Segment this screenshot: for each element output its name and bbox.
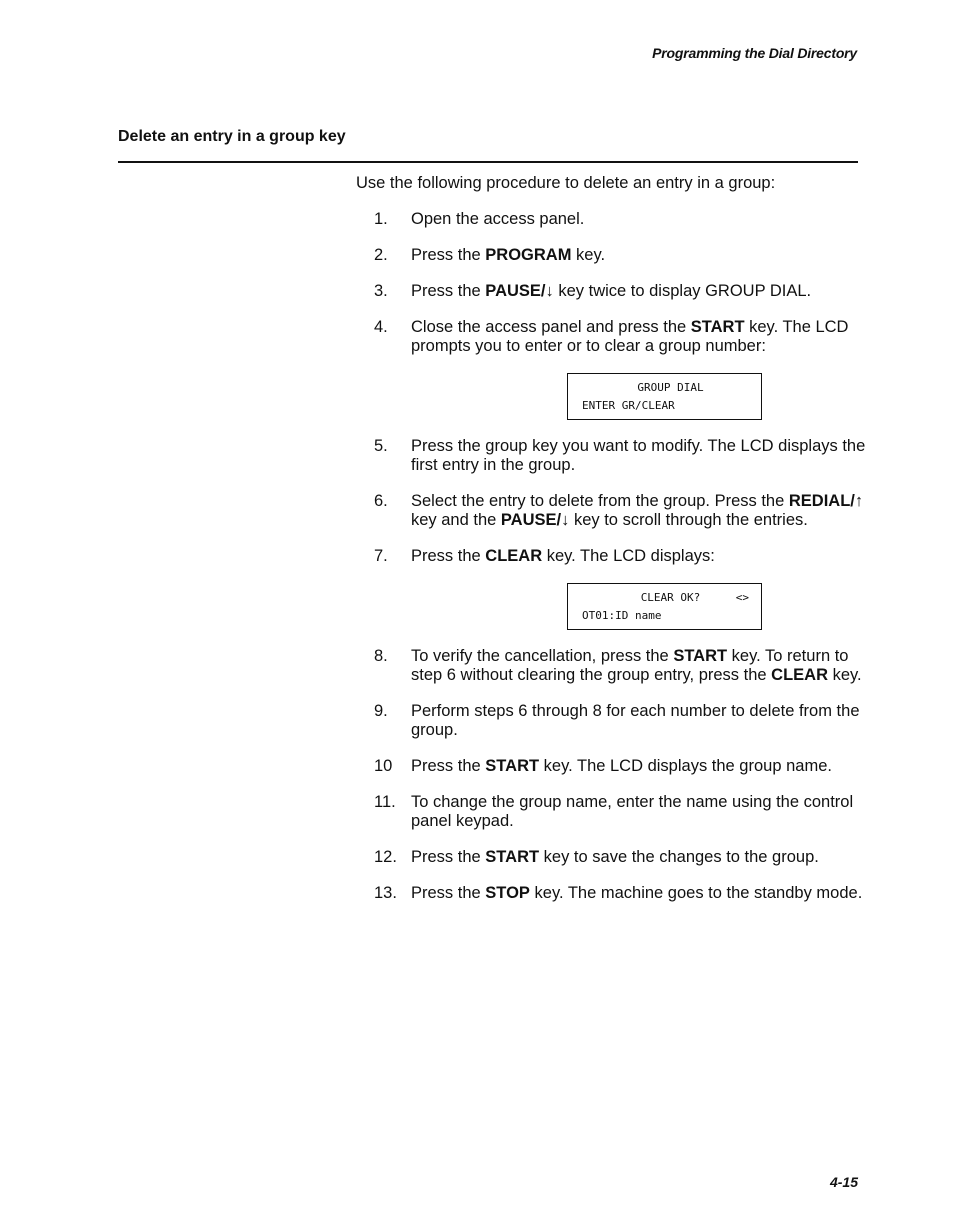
- key-name: CLEAR: [485, 547, 543, 565]
- step-number: 6.: [374, 492, 388, 510]
- step-text-segment: key.: [828, 666, 862, 684]
- step-text-segment: Press the: [411, 757, 486, 775]
- step-text: [411, 246, 605, 264]
- lcd-line-2: OT01:ID name: [582, 609, 662, 622]
- key-name: PROGRAM: [485, 246, 572, 264]
- step-4: [356, 318, 871, 420]
- running-header: Programming the Dial Directory: [652, 45, 857, 61]
- step-text: [411, 282, 811, 300]
- step-text: [411, 492, 863, 529]
- step-text-segment: key. The LCD displays:: [542, 547, 715, 565]
- page-number: 4-15: [829, 1174, 858, 1190]
- step-number: 12.: [374, 848, 397, 866]
- key-name: STOP: [485, 884, 530, 902]
- section-rule: [118, 161, 858, 163]
- step-number: 3.: [374, 282, 388, 300]
- step-number: 5.: [374, 437, 388, 455]
- lcd-line-1: GROUP DIAL: [637, 381, 704, 394]
- step-text-segment: key.: [571, 246, 606, 264]
- step-text-segment: key. The machine goes to the standby mode.: [529, 884, 863, 902]
- step-text-segment: Press the: [411, 547, 486, 565]
- step-text: [411, 884, 862, 902]
- key-name: REDIAL/↑: [788, 492, 864, 510]
- step-list: [356, 210, 871, 903]
- step-9: [356, 702, 871, 740]
- step-number: 1.: [374, 210, 388, 228]
- step-number: 8.: [374, 647, 388, 665]
- step-text-segment: Close the access panel and press the: [411, 318, 691, 336]
- key-name: CLEAR: [771, 666, 828, 684]
- lcd-display-group-dial: [567, 373, 762, 420]
- key-name: PAUSE/↓: [485, 282, 554, 300]
- step-text-segment: Select the entry to delete from the group. Press the: [411, 492, 789, 510]
- step-text-segment: Open the access panel.: [411, 210, 585, 228]
- step-text: [411, 437, 865, 474]
- step-text: [411, 848, 819, 866]
- step-number: 11.: [374, 793, 396, 811]
- step-text-segment: key. To return to step 6 without clearing the group entry, press the: [411, 647, 849, 684]
- step-text-segment: key. The LCD displays the group name.: [539, 757, 832, 775]
- step-7: [356, 547, 871, 630]
- step-text-segment: Press the: [411, 884, 486, 902]
- step-text-segment: key and the: [411, 511, 501, 529]
- intro-text: Use the following procedure to delete an entry in a group:: [356, 174, 776, 192]
- step-3: [356, 282, 871, 301]
- key-name: START: [690, 318, 745, 336]
- step-text-segment: key to save the changes to the group.: [539, 848, 819, 866]
- step-text: [411, 793, 853, 830]
- lcd-line-1: CLEAR OK?: [640, 591, 701, 604]
- step-2: [356, 246, 871, 265]
- step-text-segment: Press the: [411, 246, 486, 264]
- procedure-body: [356, 174, 871, 920]
- step-11: [356, 793, 871, 831]
- step-number: 9.: [374, 702, 388, 720]
- step-text-segment: Press the: [411, 282, 486, 300]
- step-text: [411, 647, 862, 684]
- step-12: [356, 848, 871, 867]
- step-text-segment: Press the: [411, 848, 486, 866]
- section-title: Delete an entry in a group key: [118, 128, 346, 145]
- step-text: [411, 318, 848, 355]
- step-text-segment: Perform steps 6 through 8 for each number to delete from the group.: [411, 702, 860, 739]
- step-1: [356, 210, 871, 229]
- step-6: [356, 492, 871, 530]
- step-10: [356, 757, 871, 776]
- step-5: [356, 437, 871, 475]
- step-number: 7.: [374, 547, 388, 565]
- step-8: [356, 647, 871, 685]
- step-text-segment: To change the group name, enter the name using the control panel keypad.: [411, 793, 854, 830]
- step-text: [411, 547, 715, 565]
- step-text: [411, 757, 832, 775]
- lcd-line-2: ENTER GR/CLEAR: [582, 399, 675, 412]
- step-text-segment: key to scroll through the entries.: [569, 511, 808, 529]
- step-text: [411, 210, 584, 228]
- step-number: 4.: [374, 318, 388, 336]
- step-text-segment: key. The LCD prompts you to enter or to clear a group number:: [411, 318, 849, 355]
- step-text-segment: To verify the cancellation, press the: [411, 647, 674, 665]
- step-number: 2.: [374, 246, 388, 264]
- lcd-arrows: <>: [735, 591, 749, 604]
- lcd-display-clear-ok: [567, 583, 762, 630]
- step-text: [411, 702, 860, 739]
- step-text-segment: key twice to display GROUP DIAL.: [553, 282, 812, 300]
- key-name: PAUSE/↓: [500, 511, 570, 529]
- step-text-segment: Press the group key you want to modify. The LCD displays the first entry in the group.: [411, 437, 866, 474]
- key-name: START: [673, 647, 728, 665]
- step-13: [356, 884, 871, 903]
- step-number: 13.: [374, 884, 397, 902]
- key-name: START: [485, 848, 540, 866]
- step-number: 10: [374, 757, 393, 775]
- key-name: START: [485, 757, 540, 775]
